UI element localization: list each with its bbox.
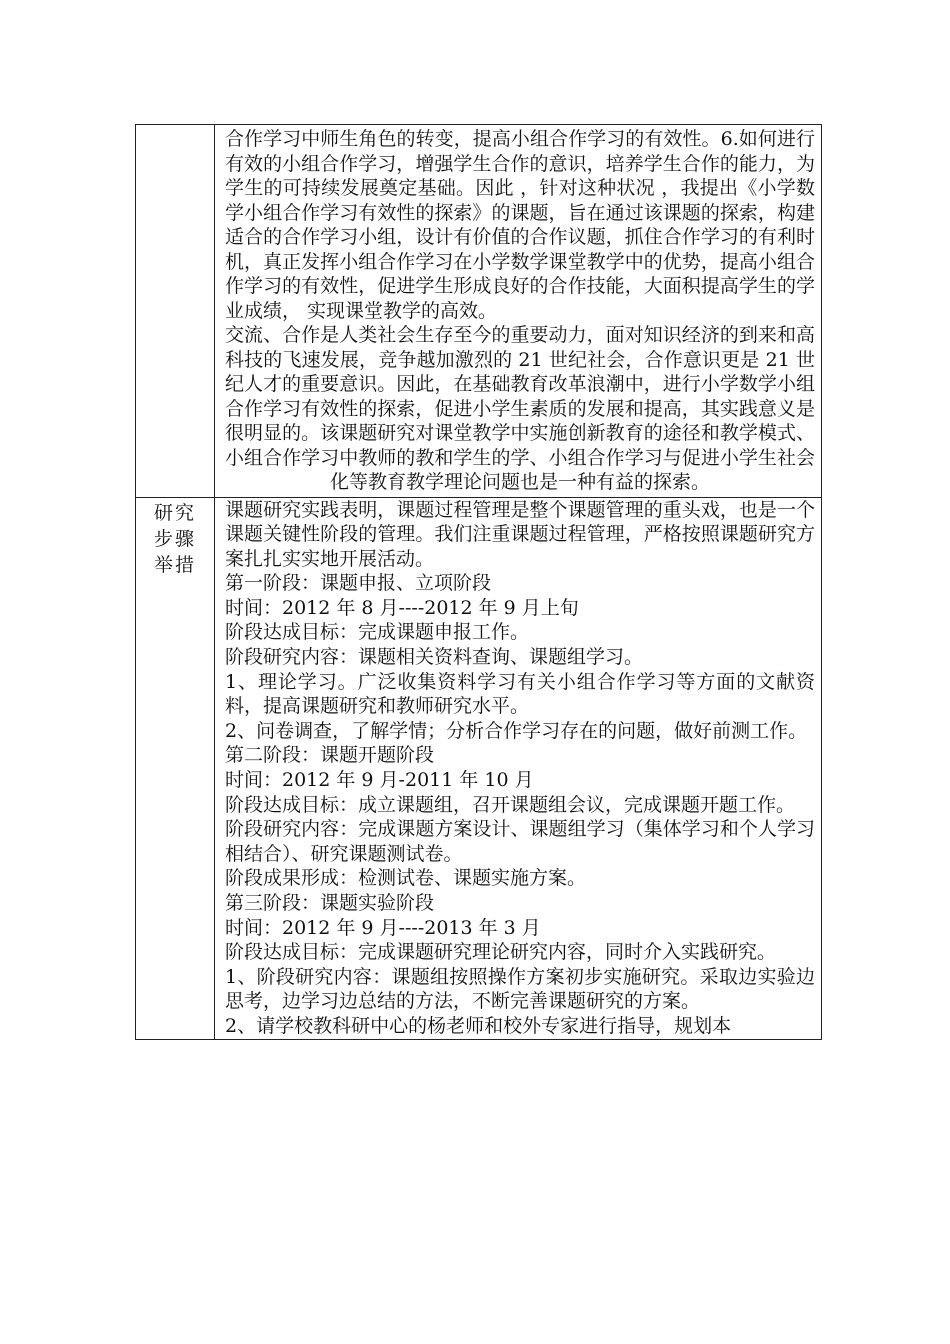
row-label-cell bbox=[136, 125, 215, 498]
paragraph: 2、问卷调查，了解学情；分析合作学习存在的问题，做好前测工作。 bbox=[225, 719, 808, 742]
paragraph: 阶段达成目标：成立课题组，召开课题组会议，完成课题开题工作。 bbox=[225, 793, 796, 816]
stage-heading: 第二阶段：课题开题阶段 bbox=[225, 744, 435, 767]
paragraph: 阶段达成目标：完成课题研究理论研究内容，同时介入实践研究。 bbox=[225, 941, 777, 964]
table-row-research-steps bbox=[136, 497, 822, 1039]
paragraph: 合作学习中师生角色的转变，提高小组合作学习的有效性。6.如何进行有效的小组合作学习，增强学生合作的意识，培养学生合作的能力，为学生的可持续发展奠定基础。因此 ，针对这种状况 ，我提出《小学数学小组合作学习有效性的探索》的课题，旨在通过该课题的探索，构建适合的合作学习小组，设计有价值的合作议题，抓住合作学习的有利时机，真正发挥小组合作学习在小学数学课堂教学中的优势，提高小组合作学习的有效性，促进学生形成良好的合作技能，大面积提高学生的学业成绩， 实现课堂教学的高效。 bbox=[225, 128, 815, 322]
paragraph: 1、阶段研究内容：课题组按照操作方案初步实施研究。采取边实验边思考，边学习边总结的方法，不断完善课题研究的方案。 bbox=[225, 965, 815, 1013]
paragraph: 阶段研究内容：课题相关资料查询、课题组学习。 bbox=[225, 646, 644, 669]
row-content-cell bbox=[215, 125, 822, 498]
row-label: 研究步骤举措 bbox=[153, 501, 196, 576]
stage-heading: 第三阶段：课题实验阶段 bbox=[225, 892, 435, 914]
paragraph: 课题研究实践表明，课题过程管理是整个课题管理的重头戏，也是一个课题关键性阶段的管理。我们注重课题过程管理，严格按照课题研究方案扎扎实实地开展活动。 bbox=[225, 498, 815, 570]
row-label-cell bbox=[136, 497, 215, 1039]
row-label bbox=[151, 125, 199, 127]
table-row-background bbox=[136, 125, 822, 498]
stage-heading: 第一阶段：课题申报、立项阶段 bbox=[225, 572, 492, 595]
paragraph: 交流、合作是人类社会生存至今的重要动力，面对知识经济的到来和高科技的飞速发展，竞争越加激烈的 21 世纪社会，合作意识更是 21 世纪人才的重要意识。因此，在基础教育改革浪潮中，进行小学数学小组合作学习有效性的探索，促进小学生素质的发展和提高，其实践意义是很明显的。该课题研究对课堂教学中实施创新教育的途径和教学模式、小组合作学习中教师的教和学生的学、小组合作学习与促进小学生社会化等教育教学理论问题也是一种有益的探索。 bbox=[225, 324, 815, 493]
paragraph: 时间：2012 年 9 月----2013 年 3 月 bbox=[225, 916, 541, 939]
paragraph: 时间：2012 年 8 月----2012 年 9 月上旬 bbox=[225, 596, 579, 619]
row-content-cell bbox=[215, 497, 822, 1039]
paragraph: 2、请学校教科研中心的杨老师和校外专家进行指导，规划本 bbox=[225, 1014, 732, 1037]
paragraph: 阶段研究内容：完成课题方案设计、课题组学习（集体学习和个人学习相结合）、研究课题测试卷。 bbox=[225, 818, 815, 865]
document-table bbox=[135, 124, 822, 1040]
paragraph: 1、理论学习。广泛收集资料学习有关小组合作学习等方面的文献资料，提高课题研究和教师研究水平。 bbox=[225, 670, 815, 718]
paragraph: 时间：2012 年 9 月-2011 年 10 月 bbox=[225, 769, 534, 792]
paragraph: 阶段达成目标：完成课题申报工作。 bbox=[225, 621, 530, 644]
paragraph: 阶段成果形成：检测试卷、课题实施方案。 bbox=[225, 867, 587, 890]
